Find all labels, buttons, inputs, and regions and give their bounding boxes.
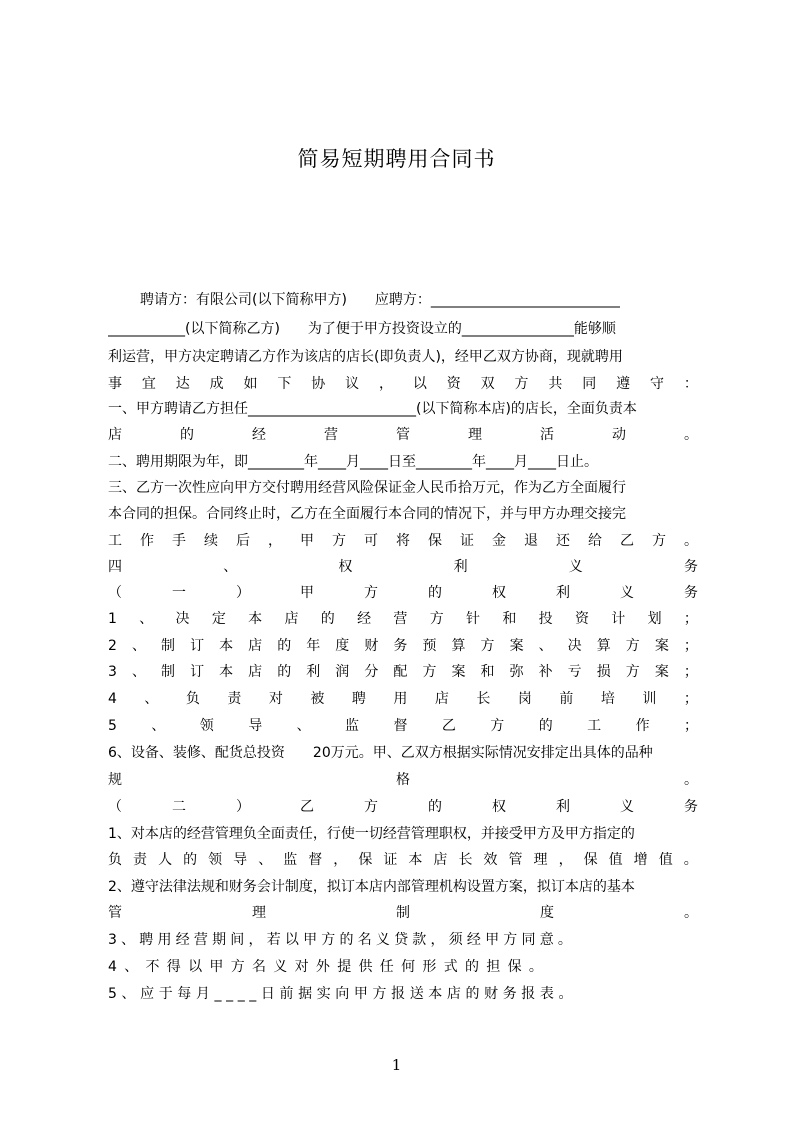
text-line-1: 聘请方：有限公司(以下简称甲方) 应聘方：___________________________ <box>140 292 620 308</box>
text-line-4: 事 宜 达 成 如 下 协 议 ， 以 资 双 方 共 同 遵 守 ： <box>108 376 698 392</box>
page-number: 1 <box>391 1056 402 1074</box>
text-line-7: 二、聘用期限为年，即________年____月____日至________年____月____日止。 <box>108 454 598 470</box>
list-item-b4: 4、不得以甲方名义对外提供任何形式的担保。 <box>108 959 551 975</box>
list-item-a2: 2 、 制 订 本 店 的 年 度 财 务 预 算 方 案 、 决 算 方 案 ； <box>108 638 698 654</box>
section-heading-4: 四 、 权 利 义 务 <box>108 559 698 575</box>
text-line-6: 店 的 经 营 管 理 活 动 。 <box>108 427 698 443</box>
text-line-2: ___________(以下简称乙方) 为了便于甲方投资设立的________________能够顺 <box>108 321 616 337</box>
text-line-5: 一、甲方聘请乙方担任________________________(以下简称本店)的店长，全面负责本 <box>108 401 637 417</box>
subsection-heading-1: （ 一 ） 甲 方 的 权 利 义 务 <box>108 585 698 601</box>
text-line-8: 三、乙方一次性应向甲方交付聘用经营风险保证金人民币拾万元，作为乙方全面履行 <box>108 480 626 496</box>
list-item-b2: 2、遵守法律法规和财务会计制度，拟订本店内部管理机构设置方案，拟订本店的基本 <box>108 879 635 895</box>
list-item-a4: 4 、 负 责 对 被 聘 用 店 长 岗 前 培 训 ； <box>108 691 698 707</box>
list-item-b1: 1、对本店的经营管理负全面责任，行使一切经营管理职权，并接受甲方及甲方指定的 <box>108 826 635 842</box>
list-item-b5: 5、应于每月____日前据实向甲方报送本店的财务报表。 <box>108 986 578 1002</box>
list-item-a5: 5 、 领 导 、 监 督 乙 方 的 工 作 ； <box>108 718 698 734</box>
text-line-9: 本合同的担保。合同终止时，乙方在全面履行本合同的情况下，并与甲方办理交接完 <box>108 506 626 522</box>
document-title: 简易短期聘用合同书 <box>297 147 496 171</box>
text-line-10: 工 作 手 续 后 ， 甲 方 可 将 保 证 金 退 还 给 乙 方 。 <box>108 533 698 549</box>
text-line-3: 利运营，甲方决定聘请乙方作为该店的店长(即负责人)，经甲乙双方协商，现就聘用 <box>108 349 623 365</box>
list-item-a3: 3 、 制 订 本 店 的 利 润 分 配 方 案 和 弥 补 亏 损 方 案 ； <box>108 664 698 680</box>
list-item-a6: 6、设备、装修、配货总投资 20万元。甲、乙双方根据实际情况安排定出具体的品种 <box>108 745 653 761</box>
list-item-a1: 1 、 决 定 本 店 的 经 营 方 针 和 投 资 计 划 ； <box>108 611 698 627</box>
list-item-a6-cont: 规 格 。 <box>108 772 698 788</box>
list-item-b3: 3、聘用经营期间，若以甲方的名义贷款，须经甲方同意。 <box>108 932 577 948</box>
list-item-b1-cont: 负 责 人 的 领 导 、 监 督 ， 保 证 本 店 长 效 管 理 ， 保 值 增 值 。 <box>108 852 698 868</box>
subsection-heading-2: （ 二 ） 乙 方 的 权 利 义 务 <box>108 799 698 815</box>
list-item-b2-cont: 管 理 制 度 。 <box>108 905 698 921</box>
